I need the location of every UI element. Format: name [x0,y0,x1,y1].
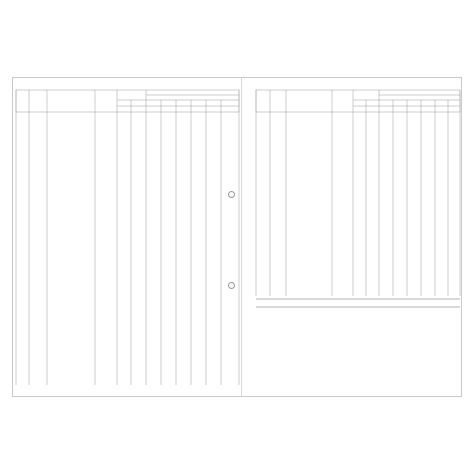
punch-hole-bottom [228,282,235,289]
right-form-page [241,77,462,397]
left-form-page [12,77,241,397]
punch-hole-top [228,191,235,198]
left-log-table [13,78,241,397]
checklist-section [256,299,460,307]
right-log-table [242,78,462,397]
